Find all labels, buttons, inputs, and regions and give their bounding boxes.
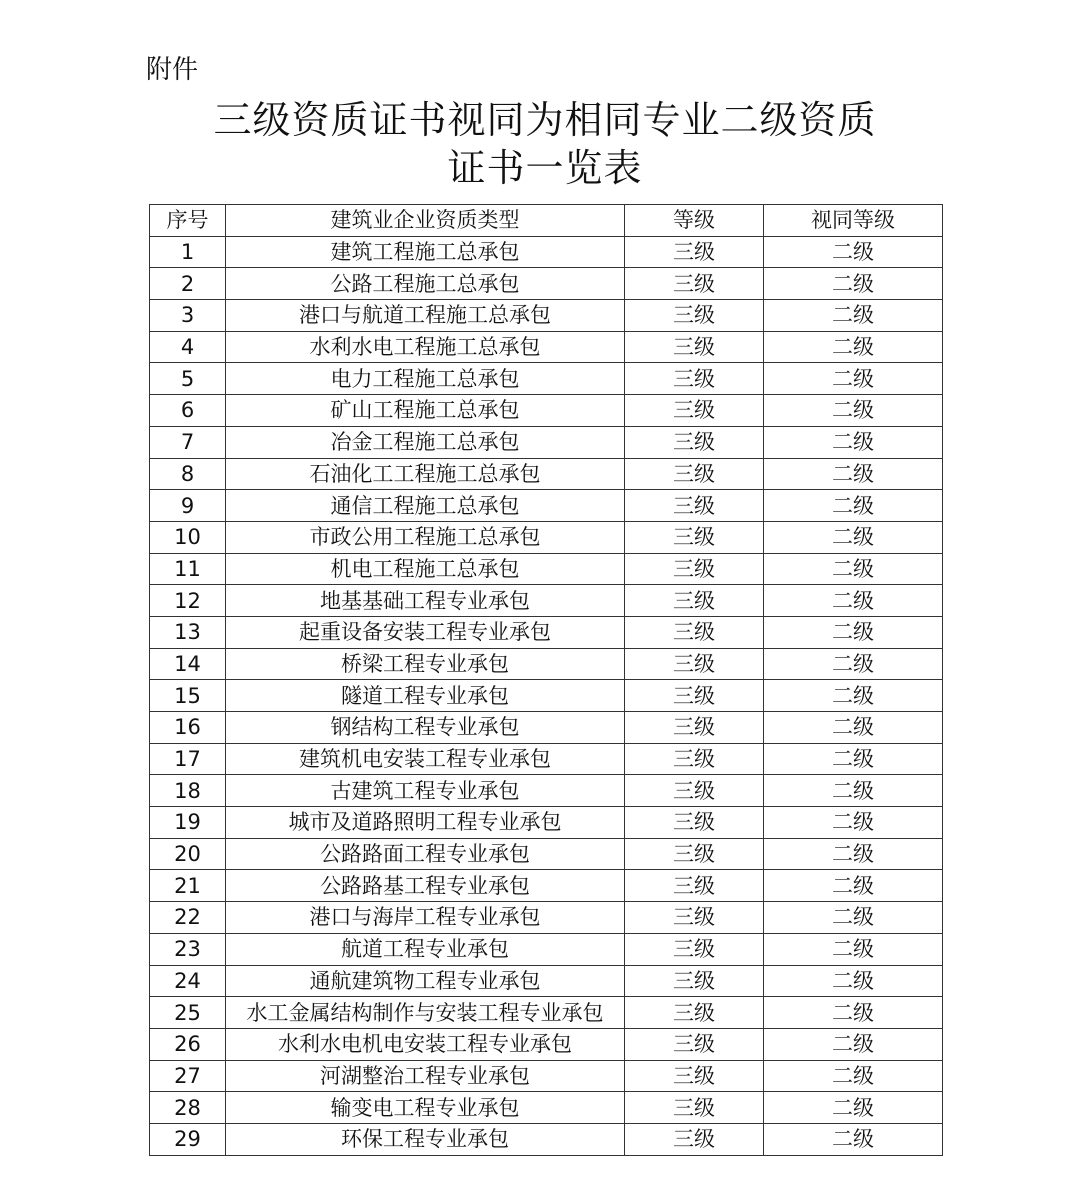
cell-serial-number: 10 bbox=[150, 521, 226, 553]
cell-equivalent-grade: 二级 bbox=[764, 395, 943, 427]
cell-qualification-type: 河湖整治工程专业承包 bbox=[226, 1060, 625, 1092]
cell-equivalent-grade: 二级 bbox=[764, 426, 943, 458]
cell-grade: 三级 bbox=[625, 680, 764, 712]
cell-grade: 三级 bbox=[625, 268, 764, 300]
cell-grade: 三级 bbox=[625, 807, 764, 839]
table-row bbox=[150, 1060, 943, 1092]
cell-qualification-type: 隧道工程专业承包 bbox=[226, 680, 625, 712]
cell-serial-number: 13 bbox=[150, 616, 226, 648]
cell-grade: 三级 bbox=[625, 395, 764, 427]
table-row bbox=[150, 902, 943, 934]
cell-serial-number: 7 bbox=[150, 426, 226, 458]
cell-equivalent-grade: 二级 bbox=[764, 965, 943, 997]
cell-serial-number: 8 bbox=[150, 458, 226, 490]
cell-qualification-type: 公路路基工程专业承包 bbox=[226, 870, 625, 902]
cell-grade: 三级 bbox=[625, 775, 764, 807]
table-row bbox=[150, 268, 943, 300]
qualification-table bbox=[149, 204, 943, 1156]
table-row bbox=[150, 490, 943, 522]
cell-serial-number: 23 bbox=[150, 933, 226, 965]
table-body bbox=[150, 236, 943, 1155]
cell-grade: 三级 bbox=[625, 997, 764, 1029]
cell-serial-number: 22 bbox=[150, 902, 226, 934]
cell-equivalent-grade: 二级 bbox=[764, 331, 943, 363]
cell-equivalent-grade: 二级 bbox=[764, 236, 943, 268]
cell-grade: 三级 bbox=[625, 743, 764, 775]
cell-grade: 三级 bbox=[625, 1028, 764, 1060]
cell-qualification-type: 建筑机电安装工程专业承包 bbox=[226, 743, 625, 775]
cell-grade: 三级 bbox=[625, 331, 764, 363]
cell-equivalent-grade: 二级 bbox=[764, 1123, 943, 1155]
cell-qualification-type: 城市及道路照明工程专业承包 bbox=[226, 807, 625, 839]
cell-serial-number: 14 bbox=[150, 648, 226, 680]
header-serial-number: 序号 bbox=[150, 205, 226, 237]
cell-equivalent-grade: 二级 bbox=[764, 1028, 943, 1060]
cell-grade: 三级 bbox=[625, 553, 764, 585]
table-row bbox=[150, 648, 943, 680]
cell-qualification-type: 古建筑工程专业承包 bbox=[226, 775, 625, 807]
cell-grade: 三级 bbox=[625, 616, 764, 648]
cell-qualification-type: 电力工程施工总承包 bbox=[226, 363, 625, 395]
table-row bbox=[150, 1123, 943, 1155]
attachment-label: 附件 bbox=[146, 55, 199, 85]
table-row bbox=[150, 712, 943, 744]
cell-equivalent-grade: 二级 bbox=[764, 775, 943, 807]
cell-equivalent-grade: 二级 bbox=[764, 838, 943, 870]
cell-grade: 三级 bbox=[625, 1123, 764, 1155]
cell-grade: 三级 bbox=[625, 838, 764, 870]
cell-serial-number: 17 bbox=[150, 743, 226, 775]
cell-equivalent-grade: 二级 bbox=[764, 743, 943, 775]
cell-grade: 三级 bbox=[625, 585, 764, 617]
cell-grade: 三级 bbox=[625, 712, 764, 744]
table-row bbox=[150, 236, 943, 268]
cell-equivalent-grade: 二级 bbox=[764, 648, 943, 680]
cell-grade: 三级 bbox=[625, 458, 764, 490]
table-row bbox=[150, 616, 943, 648]
cell-equivalent-grade: 二级 bbox=[764, 458, 943, 490]
cell-equivalent-grade: 二级 bbox=[764, 490, 943, 522]
cell-serial-number: 19 bbox=[150, 807, 226, 839]
cell-qualification-type: 石油化工工程施工总承包 bbox=[226, 458, 625, 490]
cell-grade: 三级 bbox=[625, 426, 764, 458]
cell-serial-number: 20 bbox=[150, 838, 226, 870]
header-row bbox=[150, 205, 943, 237]
cell-serial-number: 15 bbox=[150, 680, 226, 712]
cell-serial-number: 3 bbox=[150, 300, 226, 332]
table-row bbox=[150, 363, 943, 395]
cell-qualification-type: 钢结构工程专业承包 bbox=[226, 712, 625, 744]
cell-grade: 三级 bbox=[625, 363, 764, 395]
cell-equivalent-grade: 二级 bbox=[764, 585, 943, 617]
table-row bbox=[150, 1028, 943, 1060]
table-row bbox=[150, 838, 943, 870]
cell-qualification-type: 航道工程专业承包 bbox=[226, 933, 625, 965]
cell-grade: 三级 bbox=[625, 648, 764, 680]
table-row bbox=[150, 775, 943, 807]
cell-qualification-type: 矿山工程施工总承包 bbox=[226, 395, 625, 427]
document-title-line-2: 证书一览表 bbox=[447, 146, 643, 190]
header-equivalent-grade: 视同等级 bbox=[764, 205, 943, 237]
table-row bbox=[150, 585, 943, 617]
cell-qualification-type: 市政公用工程施工总承包 bbox=[226, 521, 625, 553]
table-header bbox=[150, 205, 943, 237]
table-row bbox=[150, 458, 943, 490]
cell-qualification-type: 水工金属结构制作与安装工程专业承包 bbox=[226, 997, 625, 1029]
cell-qualification-type: 环保工程专业承包 bbox=[226, 1123, 625, 1155]
cell-equivalent-grade: 二级 bbox=[764, 933, 943, 965]
table-row bbox=[150, 680, 943, 712]
cell-qualification-type: 公路工程施工总承包 bbox=[226, 268, 625, 300]
cell-serial-number: 2 bbox=[150, 268, 226, 300]
cell-qualification-type: 桥梁工程专业承包 bbox=[226, 648, 625, 680]
cell-grade: 三级 bbox=[625, 870, 764, 902]
cell-equivalent-grade: 二级 bbox=[764, 1060, 943, 1092]
cell-grade: 三级 bbox=[625, 300, 764, 332]
cell-serial-number: 16 bbox=[150, 712, 226, 744]
cell-serial-number: 28 bbox=[150, 1092, 226, 1124]
cell-serial-number: 21 bbox=[150, 870, 226, 902]
table-row bbox=[150, 870, 943, 902]
cell-equivalent-grade: 二级 bbox=[764, 521, 943, 553]
cell-equivalent-grade: 二级 bbox=[764, 268, 943, 300]
cell-qualification-type: 建筑工程施工总承包 bbox=[226, 236, 625, 268]
cell-grade: 三级 bbox=[625, 490, 764, 522]
cell-serial-number: 25 bbox=[150, 997, 226, 1029]
table-row bbox=[150, 965, 943, 997]
cell-equivalent-grade: 二级 bbox=[764, 997, 943, 1029]
cell-equivalent-grade: 二级 bbox=[764, 712, 943, 744]
cell-qualification-type: 输变电工程专业承包 bbox=[226, 1092, 625, 1124]
cell-grade: 三级 bbox=[625, 965, 764, 997]
cell-grade: 三级 bbox=[625, 902, 764, 934]
cell-grade: 三级 bbox=[625, 236, 764, 268]
table-row bbox=[150, 300, 943, 332]
table-row bbox=[150, 426, 943, 458]
table-row bbox=[150, 807, 943, 839]
cell-qualification-type: 通航建筑物工程专业承包 bbox=[226, 965, 625, 997]
cell-serial-number: 9 bbox=[150, 490, 226, 522]
document-title-line-1: 三级资质证书视同为相同专业二级资质 bbox=[213, 98, 877, 142]
cell-grade: 三级 bbox=[625, 1092, 764, 1124]
cell-serial-number: 6 bbox=[150, 395, 226, 427]
cell-grade: 三级 bbox=[625, 1060, 764, 1092]
table-row bbox=[150, 521, 943, 553]
cell-grade: 三级 bbox=[625, 521, 764, 553]
cell-serial-number: 1 bbox=[150, 236, 226, 268]
cell-equivalent-grade: 二级 bbox=[764, 300, 943, 332]
cell-qualification-type: 地基基础工程专业承包 bbox=[226, 585, 625, 617]
cell-qualification-type: 港口与海岸工程专业承包 bbox=[226, 902, 625, 934]
cell-qualification-type: 水利水电工程施工总承包 bbox=[226, 331, 625, 363]
cell-equivalent-grade: 二级 bbox=[764, 616, 943, 648]
table-row bbox=[150, 331, 943, 363]
header-qualification-type: 建筑业企业资质类型 bbox=[226, 205, 625, 237]
cell-qualification-type: 公路路面工程专业承包 bbox=[226, 838, 625, 870]
cell-qualification-type: 机电工程施工总承包 bbox=[226, 553, 625, 585]
cell-grade: 三级 bbox=[625, 933, 764, 965]
cell-equivalent-grade: 二级 bbox=[764, 902, 943, 934]
table-row bbox=[150, 1092, 943, 1124]
table-row bbox=[150, 553, 943, 585]
cell-qualification-type: 起重设备安装工程专业承包 bbox=[226, 616, 625, 648]
cell-serial-number: 5 bbox=[150, 363, 226, 395]
cell-equivalent-grade: 二级 bbox=[764, 553, 943, 585]
cell-serial-number: 27 bbox=[150, 1060, 226, 1092]
cell-qualification-type: 冶金工程施工总承包 bbox=[226, 426, 625, 458]
cell-serial-number: 18 bbox=[150, 775, 226, 807]
cell-equivalent-grade: 二级 bbox=[764, 680, 943, 712]
cell-qualification-type: 通信工程施工总承包 bbox=[226, 490, 625, 522]
cell-equivalent-grade: 二级 bbox=[764, 870, 943, 902]
cell-serial-number: 26 bbox=[150, 1028, 226, 1060]
cell-serial-number: 4 bbox=[150, 331, 226, 363]
cell-serial-number: 29 bbox=[150, 1123, 226, 1155]
cell-equivalent-grade: 二级 bbox=[764, 363, 943, 395]
table-row bbox=[150, 395, 943, 427]
cell-serial-number: 11 bbox=[150, 553, 226, 585]
cell-equivalent-grade: 二级 bbox=[764, 807, 943, 839]
table-row bbox=[150, 933, 943, 965]
cell-qualification-type: 港口与航道工程施工总承包 bbox=[226, 300, 625, 332]
cell-equivalent-grade: 二级 bbox=[764, 1092, 943, 1124]
cell-serial-number: 24 bbox=[150, 965, 226, 997]
cell-qualification-type: 水利水电机电安装工程专业承包 bbox=[226, 1028, 625, 1060]
header-grade: 等级 bbox=[625, 205, 764, 237]
cell-serial-number: 12 bbox=[150, 585, 226, 617]
table-row bbox=[150, 997, 943, 1029]
table-row bbox=[150, 743, 943, 775]
